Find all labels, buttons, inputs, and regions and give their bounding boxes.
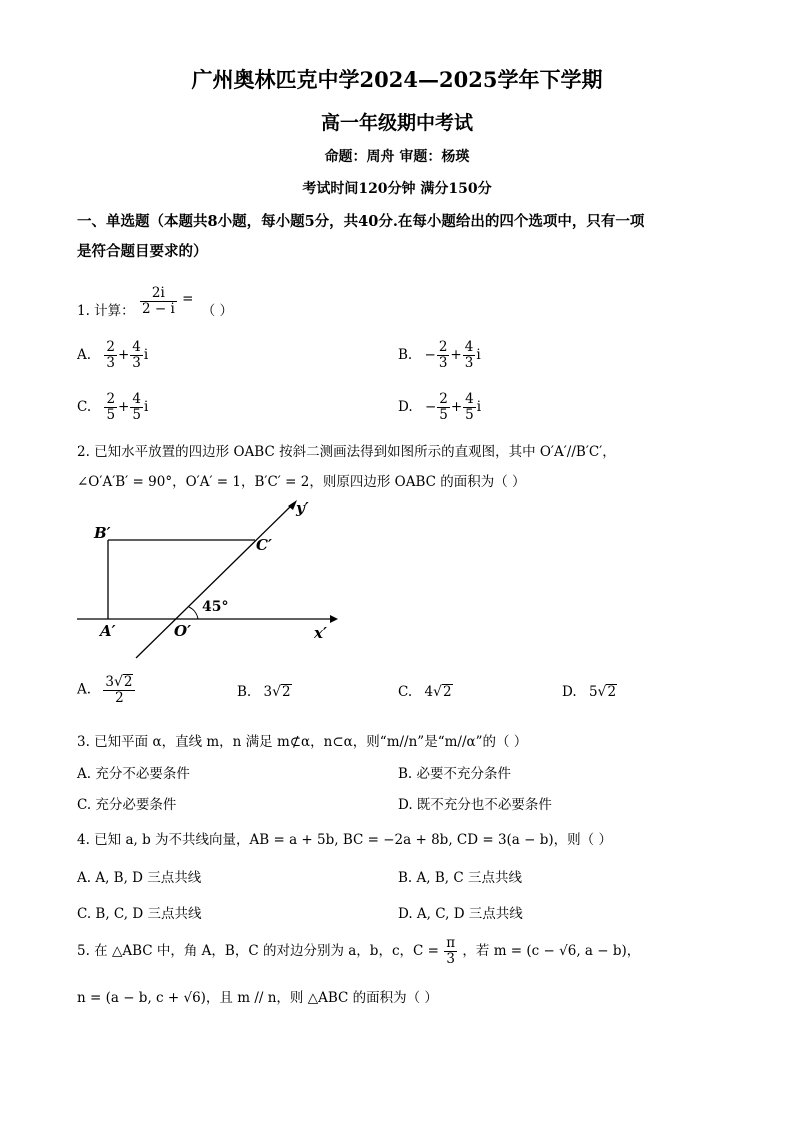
- question-3: 3. 已知平面 α，直线 m，n 满足 m⊄α，n⊂α，则“m//n”是“m//α”的（ ）: [77, 734, 528, 750]
- section-heading-line1: 一、单选题（本题共8小题，每小题5分，共40分.在每小题给出的四个选项中，只有一项: [77, 213, 645, 230]
- label-y: y′: [296, 499, 309, 517]
- question-1: [77, 285, 233, 327]
- radicand: 2: [282, 684, 291, 700]
- coef: 3: [263, 684, 273, 700]
- option-letter: D.: [398, 399, 413, 415]
- option-letter: D.: [562, 684, 577, 700]
- label-O: O′: [174, 622, 192, 640]
- question-4: 4. 已知 a, b 为不共线向量，AB = a + 5b, BC = −2a + 8b, CD = 3(a − b)，则（ ）: [77, 832, 612, 848]
- q4-option-a: A. A, B, D 三点共线: [77, 870, 202, 886]
- authors-line: 命题：周舟 审题：杨瑛: [324, 149, 470, 165]
- frac-num: 2: [438, 339, 448, 355]
- frac-den: 3: [132, 355, 141, 371]
- frac-den: 5: [132, 407, 141, 423]
- question-2-line2: ∠O′A′B′ = 90°，O′A′ = 1，B′C′ = 2，则原四边形 OABC 的面积为（ ）: [77, 474, 526, 490]
- school-title: 广州奥林匹克中学2024—2025学年下学期: [191, 67, 603, 92]
- q3-option-c: C. 充分必要条件: [77, 797, 177, 813]
- imag-unit: i: [143, 347, 149, 363]
- q2-option-d: D. 5√2: [562, 684, 617, 700]
- minus-sign: −: [424, 347, 436, 363]
- coef: 5: [588, 684, 598, 700]
- pi-den: 3: [446, 951, 455, 967]
- imag-unit: i: [476, 347, 481, 363]
- option-letter: B.: [398, 347, 413, 363]
- frac-num: 2: [106, 339, 115, 355]
- q5-text-a: 5. 在 △ABC 中，角 A，B，C 的对边分别为 a，b，c，C =: [77, 943, 439, 959]
- coef: 4: [424, 684, 434, 700]
- exam-title: 高一年级期中考试: [320, 112, 473, 134]
- q1-paren: （ ）: [201, 303, 233, 319]
- q2-option-b: B. 3√2: [237, 684, 291, 700]
- q4-option-c: C. B, C, D 三点共线: [77, 906, 202, 922]
- label-C: C′: [256, 536, 272, 554]
- frac-num: 4: [132, 391, 141, 407]
- minus-sign: −: [424, 399, 437, 415]
- q4-option-b: B. A, B, C 三点共线: [398, 870, 522, 886]
- radicand: 2: [442, 684, 452, 700]
- q1-option-a: A. $\frac{2}{3}$ + $\frac{4}{3}$ i: [77, 339, 149, 371]
- time-score-line: 考试时间120分钟 满分150分: [302, 181, 492, 197]
- option-letter: B.: [237, 684, 252, 700]
- option-letter: C.: [77, 399, 92, 415]
- q3-option-a: A. 充分不必要条件: [77, 766, 190, 782]
- frac-num: 4: [464, 339, 474, 355]
- angle-arc: [189, 607, 198, 619]
- imag-unit: i: [476, 399, 482, 415]
- pi-num: π: [446, 935, 456, 951]
- q3-option-b: B. 必要不充分条件: [398, 766, 512, 782]
- frac-den: 5: [439, 407, 448, 423]
- frac-num: 2: [106, 391, 116, 407]
- label-angle: 45°: [202, 599, 229, 615]
- q3-option-d: D. 既不充分也不必要条件: [398, 797, 552, 813]
- imag-unit: i: [143, 399, 149, 415]
- frac-den: 5: [465, 407, 474, 423]
- y-axis-line: [136, 505, 292, 658]
- x-axis-arrow: [330, 615, 338, 623]
- q1-option-b: B. − $\frac{2}{3}$ + $\frac{4}{3}$ i: [398, 339, 481, 371]
- frac-den: 3: [464, 355, 474, 371]
- q1-prefix: 1. 计算：: [77, 303, 135, 319]
- q4-option-d: D. A, C, D 三点共线: [398, 906, 523, 922]
- label-x: x′: [314, 624, 327, 642]
- frac-num: 4: [465, 391, 474, 407]
- frac-num: 4: [132, 339, 141, 355]
- option-letter: C.: [398, 684, 413, 700]
- frac-den: 2: [115, 690, 124, 706]
- label-B: B′: [94, 524, 111, 542]
- radicand: 2: [123, 674, 133, 690]
- label-A: A′: [100, 622, 116, 640]
- option-letter: A.: [77, 681, 92, 698]
- q5-text-b: ，若 m = (c − √6, a − b)，: [462, 943, 641, 959]
- q1-option-d: D. − $\frac{2}{5}$ + $\frac{4}{5}$ i: [398, 391, 482, 423]
- q1-option-c: C. $\frac{2}{5}$ + $\frac{4}{5}$ i: [77, 391, 149, 423]
- question-2-line1: 2. 已知水平放置的四边形 OABC 按斜二测画法得到如图所示的直观图，其中 O′A′//B′C′，: [77, 444, 616, 460]
- frac-den: 3: [106, 355, 115, 371]
- question-5-line1: [77, 936, 640, 967]
- q2-option-a: A. $\frac{3√2}{2}$: [77, 674, 136, 706]
- question-5-line2: n = (a − b, c + √6)，且 m // n，则 △ABC 的面积为（ ）: [77, 990, 438, 1006]
- section-heading-line2: 是符合题目要求的）: [77, 243, 208, 260]
- coef: 3: [105, 674, 114, 690]
- frac-den: 5: [106, 407, 116, 423]
- frac-num: 2: [439, 391, 448, 407]
- oblique-projection-figure: [70, 495, 350, 665]
- q1-fraction: [140, 286, 177, 317]
- option-letter: A.: [77, 347, 92, 363]
- q1-numerator: 2i: [140, 286, 177, 302]
- frac-den: 3: [438, 355, 448, 371]
- q2-option-c: C. 4√2: [398, 684, 452, 700]
- q1-equals: =: [182, 291, 194, 307]
- q1-denominator: 2 − i: [141, 301, 175, 317]
- radicand: 2: [607, 684, 617, 700]
